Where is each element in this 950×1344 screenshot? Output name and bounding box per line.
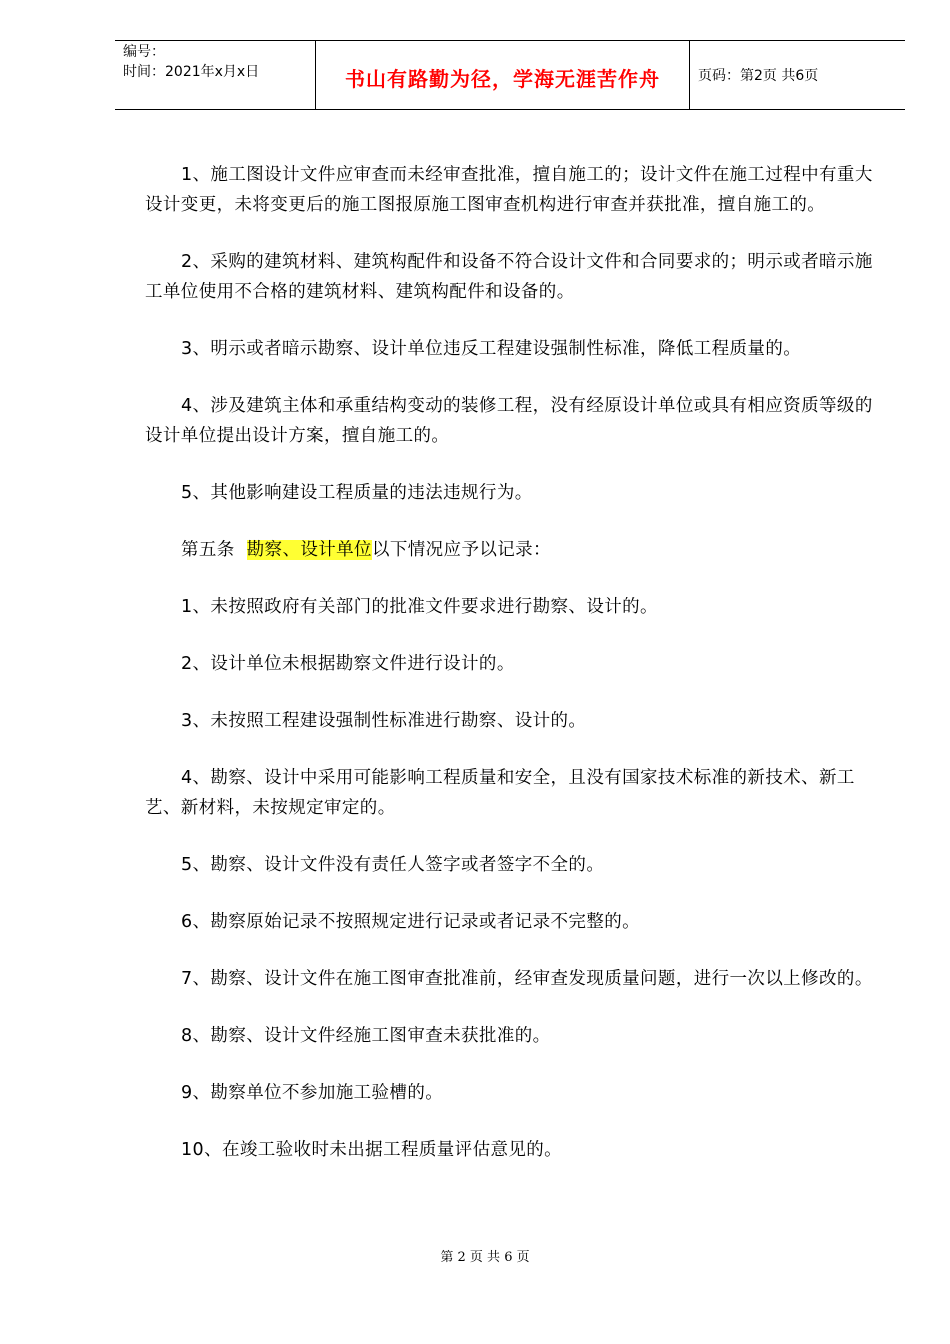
- header-meta: [115, 41, 316, 109]
- list-item: 9、勘察单位不参加施工验槽的。: [181, 1083, 444, 1103]
- doc-code-label: 编号：: [123, 44, 165, 60]
- list-item: 4、勘察、设计中采用可能影响工程质量和安全，且没有国家技术标准的新技术、新工艺、新材料，未按规定审定的。: [145, 768, 855, 818]
- article-5-suffix: 以下情况应予以记录：: [371, 540, 551, 560]
- header-page-info: 页码：第2页 共6页: [698, 68, 819, 84]
- paragraph: 5、其他影响建设工程质量的违法违规行为。: [181, 483, 533, 503]
- article-5-heading: [145, 535, 880, 565]
- paragraph: 4、涉及建筑主体和承重结构变动的装修工程，没有经原设计单位或具有相应资质等级的设计单位提出设计方案，擅自施工的。: [145, 396, 873, 446]
- document-body: [145, 160, 880, 1192]
- list-item: 5、勘察、设计文件没有责任人签字或者签字不全的。: [181, 855, 605, 875]
- paragraph: 1、施工图设计文件应审查而未经审查批准，擅自施工的；设计文件在施工过程中有重大设计变更，未将变更后的施工图报原施工图审查机构进行审查并获批准，擅自施工的。: [145, 165, 873, 215]
- list-item: 6、勘察原始记录不按照规定进行记录或者记录不完整的。: [181, 912, 641, 932]
- header-motto-cell: [316, 41, 690, 109]
- list-item: 10、在竣工验收时未出据工程质量评估意见的。: [181, 1140, 563, 1160]
- list-item: 7、勘察、设计文件在施工图审查批准前，经审查发现质量问题，进行一次以上修改的。: [181, 969, 873, 989]
- page-header: [115, 40, 905, 110]
- list-item: 1、未按照政府有关部门的批准文件要求进行勘察、设计的。: [181, 597, 658, 617]
- list-item: 3、未按照工程建设强制性标准进行勘察、设计的。: [181, 711, 587, 731]
- doc-time-label: 时间：2021年x月x日: [123, 64, 260, 80]
- paragraph: 2、采购的建筑材料、建筑构配件和设备不符合设计文件和合同要求的；明示或者暗示施工单位使用不合格的建筑材料、建筑构配件和设备的。: [145, 252, 873, 302]
- header-motto: 书山有路勤为径，学海无涯苦作舟: [345, 67, 660, 91]
- paragraph: 3、明示或者暗示勘察、设计单位违反工程建设强制性标准，降低工程质量的。: [181, 339, 802, 359]
- header-page-cell: [690, 41, 905, 109]
- page-footer: 第 2 页 共 6 页: [440, 1250, 530, 1265]
- list-item: 2、设计单位未根据勘察文件进行设计的。: [181, 654, 515, 674]
- article-5-prefix: 第五条: [181, 540, 247, 560]
- list-item: 8、勘察、设计文件经施工图审查未获批准的。: [181, 1026, 551, 1046]
- highlighted-text: 勘察、设计单位: [246, 540, 372, 560]
